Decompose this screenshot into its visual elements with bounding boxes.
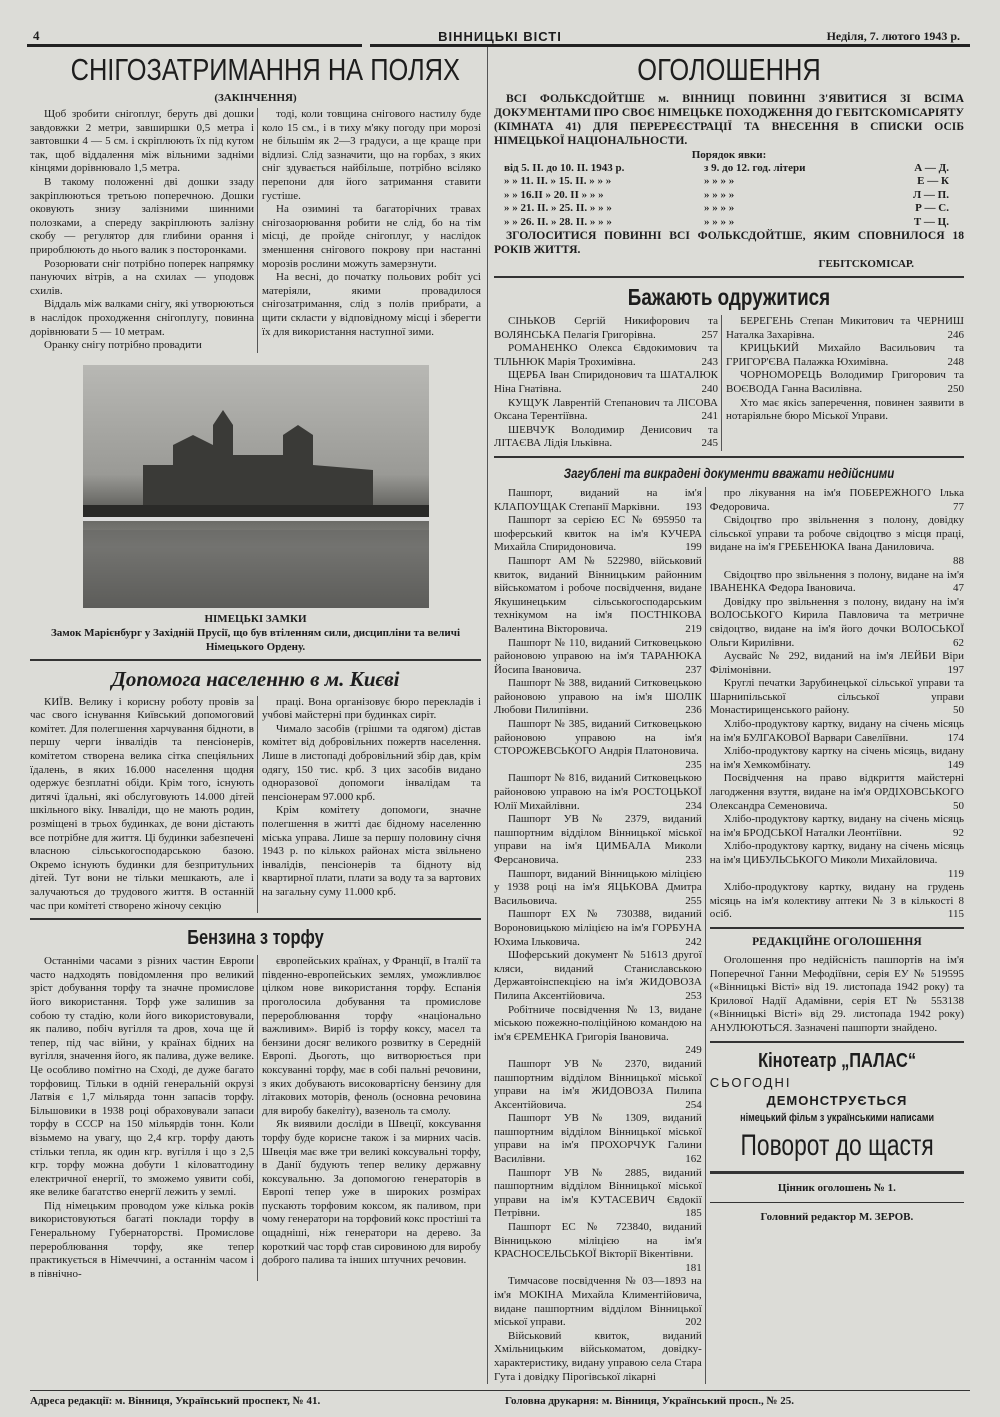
paragraph: На озимині та багаторічних травах снігозаорювання робити не слід, бо на тім місці, де пройде снігоплуг, у наслідок зменшення снігового покрову при настанні морозів рослини можуть замерзнути. — [262, 203, 481, 270]
schedule-letters: Е — К — [917, 175, 949, 188]
entry-text: Пашпорт № 816, виданий Ситковецькою районовою управою на ім'я РОСТОЦЬКОЇ Юлії Михайлівни. — [494, 772, 702, 812]
paragraph: Віддаль між валками снігу, які утворюються в наслідок проходження снігоплугу, повинна дорівнювати 5 — 10 метрам. — [30, 298, 254, 338]
section-rule — [494, 456, 964, 458]
entry-number: 162 — [685, 1153, 702, 1166]
entry-text: Пашпорт УВ № 2379, виданий пашпортним відділом Вінницької міської управи на ім'я ЦИМБАЛА Миколи Ферсановича. — [494, 813, 702, 866]
kyiv-article-col2 — [257, 696, 481, 914]
marriage-col2 — [721, 315, 964, 451]
list-item — [494, 677, 702, 718]
header-rule — [27, 44, 362, 47]
entry-number: 248 — [947, 355, 964, 368]
paragraph: Крім комітету допомоги, значне полегшення в житті дає бідному населенню міська управа. Лише за першу половину січня 1943 р. по кількох районах міста звільнено інвалідів, пенсіонерів та бідноту від квартирної плати, плати за воду та за вартових на загальну суму 11.000 крб. — [262, 804, 481, 898]
schedule-dates: » » 21. II. » 25. II. » » » — [504, 202, 612, 215]
entry-number: 185 — [685, 1207, 702, 1220]
paragraph: В такому положенні дві дошки ззаду закріплюються третьою поперечною. Дошки оковують знизу залізними шинними полозками, а спереду закріплюють залізну скобу — регулятор для глибини орання і прироблюють до нього валик з посторонками. — [30, 175, 254, 256]
entry-text: Пашпорт за серією ЕС № 695950 та шоферський квиток на ім'я КУЧЕРА Михайла Спиридоновича. — [494, 514, 702, 554]
entry-number: 193 — [685, 500, 702, 513]
kyiv-article-col1 — [30, 696, 257, 914]
editorial-notice-title: РЕДАКЦІЙНЕ ОГОЛОШЕННЯ — [752, 935, 922, 948]
list-item — [494, 555, 702, 637]
entry-number: 181 — [685, 1261, 702, 1274]
cinema-name: Кінотеатр „ПАЛАС“ — [757, 1049, 916, 1072]
list-item — [494, 1004, 702, 1058]
entry-text: Хлібо-продуктову картку на січень місяць, видану на ім'я Хемкомбінату. — [709, 745, 964, 771]
film-title: Поворот до щастя — [740, 1128, 934, 1162]
list-item — [494, 772, 702, 813]
schedule-row — [504, 189, 964, 202]
entry-text: Пашпорт УВ № 2370, виданий пашпортним відділом Вінницької міської управи на ім'я ЖИДОВОЗА Пилипа Аксентійовича. — [494, 1057, 702, 1111]
announcement-signature: ГЕБІТСКОМІСАР. — [818, 258, 914, 271]
entry-number: 257 — [701, 328, 718, 341]
entry-number: 237 — [685, 663, 702, 676]
price-list: Цінник оголошень № 1. — [777, 1181, 896, 1194]
entry-text: про лікування на ім'я ПОБЕРЕЖНОГО Ілька Федоровича. — [709, 486, 964, 513]
entry-text: Пашпорт АМ № 522980, військовий квиток, виданий Вінницьким районним військоматом і робоче посвідчення, видане Якушинецьким сільськогосподарським технікумом на ім'я ПОСТНІКОВА Валентина Вікторовича. — [494, 554, 702, 635]
entry-number: 50 — [953, 799, 964, 812]
entry-text: Пашпорт УВ № 2885, виданий пашпортним відділом Вінницької міської управи на ім'я КУТАСЕВИЧ Євдокії Петрівни. — [494, 1166, 702, 1220]
schedule-row — [504, 162, 964, 175]
entry-number: 249 — [685, 1044, 702, 1057]
cinema-showing: ДЕМОНСТРУЄТЬСЯ — [766, 1092, 908, 1108]
entry-number: 233 — [685, 854, 702, 866]
marriage-title: Бажають одружитися — [627, 284, 831, 311]
entry-text: Пашпорт, виданий на ім'я КЛАПОУЩАК Степанії Марківни. — [494, 486, 702, 513]
list-item — [494, 1112, 702, 1166]
chief-editor: Головний редактор М. ЗЕРОВ. — [760, 1210, 914, 1223]
section-rule — [710, 927, 964, 929]
entry-text: СІНЬКОВ Сергій Никифорович та ВОЛЯНСЬКА Пелагія Григорівна. — [494, 315, 718, 341]
list-item — [494, 718, 702, 772]
list-item — [494, 1330, 702, 1384]
list-item — [494, 637, 702, 678]
entry-number: 199 — [685, 541, 702, 554]
schedule-letters: Л — П. — [912, 188, 949, 201]
entry-number: 236 — [685, 704, 702, 717]
list-item — [710, 813, 964, 840]
schedule-row — [504, 216, 964, 229]
paragraph: Оранку снігу потрібно провадити — [44, 339, 202, 352]
list-item — [710, 677, 964, 718]
entry-text: Пашпорт УВ № 1309, виданий пашпортним відділом Вінницької міської управи на ім'я ПРОХОРЧУК Галини Василівни. — [494, 1112, 702, 1166]
entry-text: Довідку про звільнення з полону, видану на ім'я ВОЛОСЬКОГО Кирила Павловича та метричне свідоцтво, видане на ім'я його дочки ВОЛОСЬКОЇ Ольги Кирилівни. — [709, 595, 964, 649]
list-item — [494, 342, 718, 369]
paragraph: Під німецьким проводом уже кілька років використовуються багаті поклади торфу в Генеральному Губернаторстві. Промислове перероблювання торфу, яке тепер практикується в Німеччині, а останнім часом і в північно- — [30, 1199, 254, 1280]
paragraph: Щоб зробити снігоплуг, беруть дві дошки завдовжки 2 метри, завширшки 0,5 метра і завтовшки 4 — 5 см. і скріплюють їх під кутом так, щоб віддалення між вільними задніми кінцями дорівнювало 1,5 метра. — [30, 108, 254, 175]
cinema-subtitle: німецький фільм з українськими написами — [739, 1111, 934, 1124]
entry-text: Тимчасове посвідчення № 03—1893 на ім'я МОКІНА Михайла Климентійовича, видане пашпортним відділом Вінницької міської управи. — [494, 1275, 702, 1329]
list-item — [494, 949, 702, 1003]
cinema-today: СЬОГОДНІ — [709, 1074, 792, 1090]
list-item — [710, 569, 964, 596]
editorial-notice-body: Оголошення про недійсність пашпортів на ім'я Поперечної Ганни Мефодіївни, серія ЕУ № 519595 («Вінницькі Вісті» від 19. листопада 1942 року) та Крилової Надії Адамівни, серія ЕТ № 553138 («Вінницькі Вісті» від 29. листопада 1942 року) АНУЛЮЮТЬСЯ. Зазначені пашпорти знайдено. — [709, 953, 964, 1034]
list-item — [710, 840, 964, 881]
entry-text: Хлібо-продуктову картку, видану на січень місяць на ім'я ЦИБУЛЬСЬКОГО Миколи Михайловича. — [709, 840, 964, 866]
schedule-dates: від 5. II. до 10. II. 1943 р. — [504, 162, 625, 174]
entry-text: Хто має якісь заперечення, повинен заявити в нотаріяльне бюро Міської Управи. — [726, 396, 964, 423]
list-item — [494, 397, 718, 424]
lost-documents-col2 — [710, 487, 964, 922]
entry-number: 174 — [947, 731, 964, 744]
entry-text: ЩЕРБА Іван Спиридонович та ШАТАЛЮК Ніна Гнатівна. — [494, 369, 718, 395]
entry-number: 197 — [947, 663, 964, 676]
list-item — [494, 487, 702, 514]
photo-caption-title: НІМЕЦЬКІ ЗАМКИ — [204, 612, 307, 625]
list-item — [494, 315, 718, 342]
photo-caption-text: Замок Марієнбург у Західній Прусії, що був втіленням сили, дисципліни та величі Німецького Ордену. — [50, 626, 461, 653]
snow-article-subtitle: (ЗАКІНЧЕННЯ) — [214, 92, 297, 104]
page-number: 4 — [33, 28, 40, 43]
list-item — [726, 342, 964, 369]
list-item — [710, 487, 964, 514]
schedule-row — [504, 175, 964, 188]
schedule-title: Порядок явки: — [691, 149, 767, 161]
entry-text: Пашпорт, виданий Вінницькою міліцією у 1938 році на ім'я ЯЦЬКОВА Дмитра Васильовича. — [494, 867, 702, 907]
entry-text: БЕРЕГЕНЬ Степан Микитович та ЧЕРНИШ Наталка Захарівна. — [726, 315, 964, 341]
entry-text: Пашпорт № 110, виданий Ситковецькою районовою управою на ім'я ТАРАНЮКА Йосипа Івановича. — [494, 636, 702, 676]
schedule-letters: А — Д. — [914, 162, 949, 174]
schedule-hours: » » » » — [704, 215, 735, 228]
marriage-col1 — [494, 315, 721, 451]
paragraph: європейських країнах, у Франції, в Італії та південно-европейських землях, уможливлює цілком нове використання торфу. Еспанія проголосила добування та промислове перероблювання торфу «національно важливим». Виріб із торфу коксу, масел та бензини досяг великого розвитку в Середній Европі. Дьоготь, що витворюється при коксуванні торфу, має в собі пальні речовини, з яких добувають високовартісну бензину для літакових моторів, феноль (основна речовина для виробу бакеліту), вазеноль та смолу. — [262, 955, 481, 1117]
entry-text: КРИЦЬКИЙ Михайло Васильович та ГРИГОР'ЄВА Палажка Юхимівна. — [726, 342, 964, 368]
entry-number: 242 — [685, 935, 702, 948]
entry-text: Пашпорт ЕС № 723840, виданий Вінницькою міліцією на ім'я КРАСНОСЕЛЬСЬКОЇ Вікторії Вікентівни. — [494, 1221, 702, 1261]
entry-text: Шоферський документ № 51613 другої кляси, виданий Станиславською Державтоінспекцією на ім'я ЖИДОВОЗА Пилипа Аксентійовича. — [494, 949, 702, 1002]
kyiv-article-title: Допомога населенню в м. Києві — [111, 666, 400, 691]
entry-text: Круглі печатки Зарубинецької сільської управи та Шарнипільської сільської управи Монастирищенського району. — [709, 677, 964, 717]
snow-article-col1 — [30, 108, 257, 353]
list-item — [494, 1058, 702, 1112]
entry-number: 235 — [685, 758, 702, 771]
masthead — [0, 0, 1000, 46]
list-item — [494, 1167, 702, 1221]
list-item — [494, 514, 702, 555]
list-item — [494, 369, 718, 396]
announcement-footer: ЗГОЛОСИТИСЯ ПОВИННІ ВСІ ФОЛЬКСДОЙТШЕ, ЯКИМ СПОВНИЛОСЯ 18 РОКІВ ЖИТТЯ. — [494, 229, 964, 257]
entry-number: 246 — [947, 328, 964, 341]
list-item — [494, 908, 702, 949]
entry-text: ЧОРНОМОРЕЦЬ Володимир Григорович та ВОЄВОДА Ганна Василівна. — [726, 369, 964, 395]
entry-text: Робітниче посвідчення № 13, видане міською пожежно-поліційною командою на ім'я ЄРЕМЕНКА Григорія Івановича. — [494, 1003, 702, 1043]
footer-address: Адреса редакції: м. Вінниця, Український проспект, № 41. — [30, 1395, 321, 1408]
list-item — [726, 315, 964, 342]
entry-number: 62 — [953, 636, 964, 649]
paragraph: Останніми часами з різних частин Европи часто надходять повідомлення про великий зріст добування торфу та значне промислове його використання. Торф уже залишив за собою ту стадію, коли його використовували, як паливо, побіч вугілля та дров, хоча ще й тепер, під час війни, у країнах бідних на вугілля, значення його, як палива, дуже велике. Це особливо помітно на Сході, де дуже багато торфовищ. Тільки в одній генеральній окрузі Латвія є 1,7 мільярда тонн запасів торфу. Більшовики в 1938 році обраховували запаси торфу в СССР на 150 мільярдів тонн. Коли візьмемо на увагу, що 2,4 кгр. торфу дають стільки тепла, як один кгр. вугілля і що з 2,5 кгр. торфу можна добути 1 кіловатгодину електричної енергії, то зможемо уявити собі, яке велике багатство енергії лежить у землі. — [30, 955, 254, 1199]
section-rule — [30, 659, 481, 661]
paper-name: ВІННИЦЬКІ ВІСТІ — [438, 29, 562, 44]
snow-article-col2 — [257, 108, 481, 353]
entry-number: 149 — [947, 758, 964, 771]
list-item — [710, 745, 964, 772]
snow-article-columns — [30, 108, 481, 353]
entry-number: 119 — [947, 867, 964, 880]
entry-text: Свідоцтво про звільнення з полону, видане на ім'я ІВАНЕНКА Федора Івановича. — [709, 568, 964, 595]
schedule-dates: » » 11. II. » 15. II. » » » — [504, 175, 612, 188]
paragraph: На весні, до початку польових робіт усі матеріяли, якими провадилося снігозатримання, слід з полів прибрати, а щити скласти у відповідному місці і зберегти їх для використання наступної зими. — [262, 271, 481, 338]
entry-number: 50 — [953, 704, 964, 717]
entry-number: 47 — [953, 582, 964, 595]
schedule-hours: з 9. до 12. год. літери — [704, 162, 806, 174]
paragraph: Як виявили досліди в Швеції, коксування торфу буде корисне також і за мирних часів. Швеція має вже три великі коксувальні торфу, в Данії будують тепер велику державну коксувальню. За допомогою генераторів в Европі тепер уже в широких розмірах пускають торфовим коксом, як паливом, при чому генератори на торфовий кокс простіші та ощадніші, ніж генератори на дерево. За короткий час торф став сировиною для виробу доброго палива та інших штучних речовин. — [262, 1118, 481, 1267]
entry-number: 115 — [947, 908, 964, 921]
peat-article-columns — [30, 955, 481, 1281]
list-item — [710, 881, 964, 922]
schedule-dates: » » 16.II » 20. II » » » — [504, 188, 604, 201]
entry-number: 250 — [947, 383, 964, 395]
paragraph: Чимало засобів (грішми та одягом) дістав комітет від добровільних пожертв населення. Лише в листопаді добровільний збір дав, крім одягу, 150 тис. крб. З цих засобів видано одноразової допомоги інвалідам та пенсіонерам 97.000 крб. — [262, 722, 481, 803]
entry-text: Свідоцтво про звільнення з полону, довідку сільської управи та робоче свідоцтво з місця праці, видане на ім'я ГРЕБЕНЮКА Івана Даниловича. — [709, 514, 964, 554]
schedule-hours: » » » » — [704, 188, 735, 201]
entry-number: 202 — [685, 1316, 702, 1329]
schedule-hours: » » » » — [704, 202, 735, 215]
entry-text: Аусвайс № 292, виданий на ім'я ЛЕЙБИ Віри Філімонівни. — [709, 650, 964, 676]
left-half — [30, 46, 487, 1384]
footer-printing: Головна друкарня: м. Вінниця, Український просп., № 25. — [505, 1395, 794, 1408]
entry-number: 240 — [701, 383, 718, 395]
marriage-columns — [494, 315, 964, 451]
entry-number: 92 — [953, 826, 964, 839]
section-rule — [710, 1171, 964, 1174]
schedule-dates: » » 26. II. » 28. II. » » » — [504, 215, 612, 228]
announcement-title: ОГОЛОШЕННЯ — [637, 52, 821, 87]
entry-text: Посвідчення на право відкриття майстерні лагодження взуття, видане на ім'я ОРДІХОВСЬКОГО Олександра Семеновича. — [709, 772, 964, 812]
entry-text: Пашпорт ЕХ № 730388, виданий Вороновицькою міліцією на ім'я ГОРБУНА Юхима Ільковича. — [494, 908, 702, 948]
peat-article-col2 — [257, 955, 481, 1281]
entry-number: 255 — [685, 894, 702, 907]
castle-image — [83, 365, 429, 608]
peat-article-col1 — [30, 955, 257, 1281]
list-item — [710, 514, 964, 568]
list-item — [494, 813, 702, 867]
list-item — [726, 397, 964, 424]
list-item — [710, 718, 964, 745]
kyiv-article-columns — [30, 696, 481, 914]
entry-text: Хлібо-продуктову картку, видану на січень місяць на ім'я БУЛГАКОВОЇ Варвари Савеліївни. — [709, 718, 964, 744]
section-rule — [30, 918, 481, 920]
peat-article-title: Бензина з торфу — [187, 927, 324, 950]
footer — [30, 1390, 970, 1417]
section-rule — [494, 276, 964, 278]
lost-documents-right-column — [705, 487, 964, 1384]
paragraph: КИЇВ. Велику і корисну роботу провів за час свого існування Київський допомоговий комітет. Для полегшення харчування бідноти, в першу черги інвалідів та пенсіонерів, комітетом створена велика сітка спеціяльних їдалень, в яких 16.000 населення щодня одержує безплатні обіди. Крім того, існують дитячі їдальні, які обслуговують 14.000 дітей шкільного віку. Інваліди, що не мають родин, розміщені в трьох будинках, де вони дістають все потрібне для життя. Ці будинки забезпечені власною сільськогосподарською базою. Окремо існують будинки для безпритульних дітей. Тут вони не тільки мешкають, але і залучаються до трудового життя. В останній час при комітеті створено жіночу секцію — [30, 695, 254, 912]
entry-number: 254 — [685, 1098, 702, 1111]
entry-number: 88 — [953, 554, 964, 567]
list-item — [494, 868, 702, 909]
list-item — [710, 596, 964, 650]
lost-documents-title: Загублені та викрадені документи вважати недійсними — [563, 464, 895, 481]
entry-text: Хлібо-продуктову картку, видану на грудень місяць на ім'я колективу аптеки № 3 в кількості 8 осіб. — [709, 881, 964, 921]
entry-number: 241 — [701, 410, 718, 423]
entry-number: 234 — [685, 799, 702, 812]
issue-date: Неділя, 7. лютого 1943 р. — [826, 29, 960, 43]
schedule-table — [494, 162, 964, 229]
entry-text: Пашпорт № 385, виданий Ситковецькою районовою управою на ім'я СТОРОЖЕВСЬКОГО Андрія Платоновича. — [494, 718, 702, 758]
list-item — [710, 650, 964, 677]
list-item — [726, 369, 964, 396]
header-rule — [370, 44, 970, 47]
castle-photo — [83, 365, 429, 608]
entry-text: КУЩУК Лаврентій Степанович та ЛІСОВА Оксана Терентіївна. — [494, 396, 718, 423]
list-item — [494, 1221, 702, 1275]
entry-number: 219 — [685, 622, 702, 635]
lost-documents-columns — [494, 487, 964, 1384]
right-half — [487, 46, 964, 1384]
entry-text: Хлібо-продуктову картку, видану на січень місяць на ім'я БРОДСЬКОЇ Наталки Леонтіївни. — [709, 813, 964, 839]
schedule-hours: » » » » — [704, 175, 735, 188]
section-rule — [710, 1041, 964, 1043]
paragraph: Розорювати сніг потрібно поперек напрямку пануючих вітрів, а на схилах — уподовж схилів. — [30, 257, 254, 297]
entry-number: 243 — [701, 355, 718, 368]
snow-article-title: СНІГОЗАТРИМАННЯ НА ПОЛЯХ — [70, 52, 460, 87]
entry-text: РОМАНЕНКО Олекса Євдокимович та ТІЛЬНЮК Марія Трохимівна. — [494, 342, 718, 368]
entry-text: Військовий квиток, виданий Хмільницьким військоматом, довідку-характеристику, видану управою села Стара Гута і довідку Пірогівської лікарні — [494, 1329, 702, 1383]
paragraph: праці. Вона організовує бюро перекладів і учбові майстерні при будинках сиріт. — [262, 695, 481, 722]
section-rule — [710, 1202, 964, 1203]
schedule-letters: Р — С. — [915, 202, 949, 215]
schedule-row — [504, 202, 964, 215]
entry-text: ШЕВЧУК Володимир Денисович та ЛІТАЄВА Лідія Ільківна. — [494, 423, 718, 450]
announcement-body: ВСІ ФОЛЬКСДОЙТШЕ м. ВІННИЦІ ПОВИННІ З'ЯВИТИСЯ ЗІ ВСІМА ДОКУМЕНТАМИ ПРО СВОЄ НІМЕЦЬКЕ ПОХОДЖЕННЯ ДО ГЕБІТСКОМІСАРІЯТУ (КІМНАТА 41) ДЛЯ ПЕРЕРЕЄСТРАЦІЇ ТА ВНЕСЕННЯ В СПИСКИ ОСІБ НІМЕЦЬКОЇ НАЦІОНАЛЬНОСТИ. — [494, 92, 964, 147]
list-item — [494, 424, 718, 451]
schedule-letters: Т — Ц. — [913, 215, 949, 228]
lost-documents-col1 — [494, 487, 705, 1384]
entry-number: 245 — [701, 437, 718, 450]
paragraph: тоді, коли товщина снігового настилу буде коло 15 см., і в тиху м'яку погоду при морозі не більшім як 2—3 градуси, а ще краще при відлизі. Слід зазначити, що на горбах, з яких сніг здувається найбільше, потрібно всіляко перепони для його затримання ставити густіше. — [262, 108, 481, 202]
list-item — [710, 772, 964, 813]
entry-text: Пашпорт № 388, виданий Ситковецькою районовою управою на ім'я ШОЛІК Любови Пилипівни. — [494, 677, 702, 717]
list-item — [494, 1275, 702, 1329]
entry-number: 253 — [685, 989, 702, 1002]
entry-number: 77 — [953, 500, 964, 513]
